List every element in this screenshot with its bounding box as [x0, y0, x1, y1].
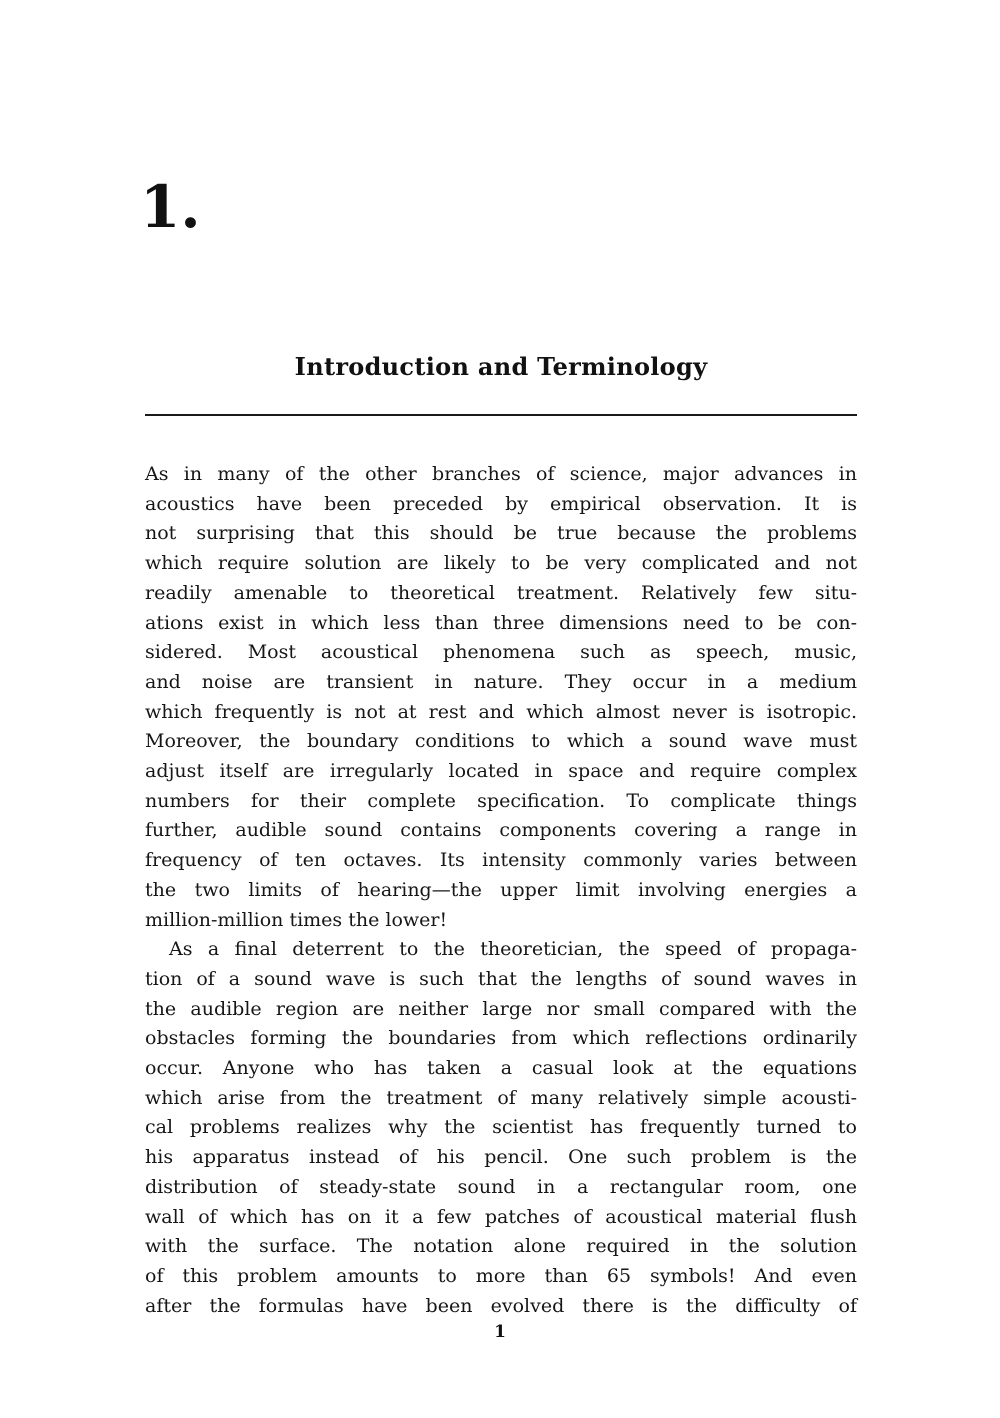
text-line: and noise are transient in nature. They occur in a medium — [145, 670, 857, 693]
chapter-title: Introduction and Terminology — [294, 352, 708, 381]
text-line: cal problems realizes why the scientist has frequently turned to — [145, 1116, 857, 1139]
text-line: not surprising that this should be true because the problems — [145, 522, 857, 545]
text-line: Moreover, the boundary conditions to which a sound wave must — [145, 730, 857, 753]
text-line: the two limits of hearing—the upper limit involving energies a — [145, 878, 857, 901]
body-text — [145, 460, 857, 1321]
text-line: which frequently is not at rest and which almost never is isotropic. — [145, 700, 857, 723]
text-line: ations exist in which less than three dimensions need to be con- — [145, 611, 857, 634]
text-line: distribution of steady-state sound in a rectangular room, one — [145, 1175, 857, 1198]
text-line: numbers for their complete specification. To complicate things — [145, 789, 857, 812]
text-line: further, audible sound contains components covering a range in — [145, 819, 857, 842]
text-line: the audible region are neither large nor small compared with the — [145, 997, 857, 1020]
text-line: acoustics have been preceded by empirical observation. It is — [145, 492, 857, 515]
text-line: million-million times the lower! — [145, 908, 448, 931]
page-number: 1 — [494, 1322, 506, 1342]
text-line: adjust itself are irregularly located in space and require complex — [145, 760, 857, 783]
text-line: obstacles forming the boundaries from which reflections ordinarily — [145, 1027, 857, 1050]
text-line: of this problem amounts to more than 65 symbols! And even — [145, 1264, 857, 1287]
chapter-number: 1. — [140, 173, 201, 241]
text-line: tion of a sound wave is such that the lengths of sound waves in — [145, 967, 857, 990]
text-line: which require solution are likely to be very complicated and not — [145, 552, 857, 575]
text-line: occur. Anyone who has taken a casual look at the equations — [145, 1057, 857, 1080]
title-rule — [145, 414, 857, 416]
text-line: As in many of the other branches of science, major advances in — [145, 463, 857, 485]
text-line: frequency of ten octaves. Its intensity commonly varies between — [145, 849, 857, 872]
text-line: sidered. Most acoustical phenomena such as speech, music, — [145, 641, 857, 664]
text-line: readily amenable to theoretical treatment. Relatively few situ- — [145, 581, 857, 604]
text-line: wall of which has on it a few patches of acoustical material flush — [145, 1205, 857, 1228]
text-line: which arise from the treatment of many relatively simple acousti- — [145, 1086, 857, 1109]
text-line: his apparatus instead of his pencil. One such problem is the — [145, 1146, 857, 1169]
text-line: after the formulas have been evolved there is the difficulty of — [145, 1294, 857, 1317]
text-line: As a final deterrent to the theoretician, the speed of propaga- — [169, 938, 857, 961]
text-line: with the surface. The notation alone required in the solution — [145, 1235, 857, 1258]
